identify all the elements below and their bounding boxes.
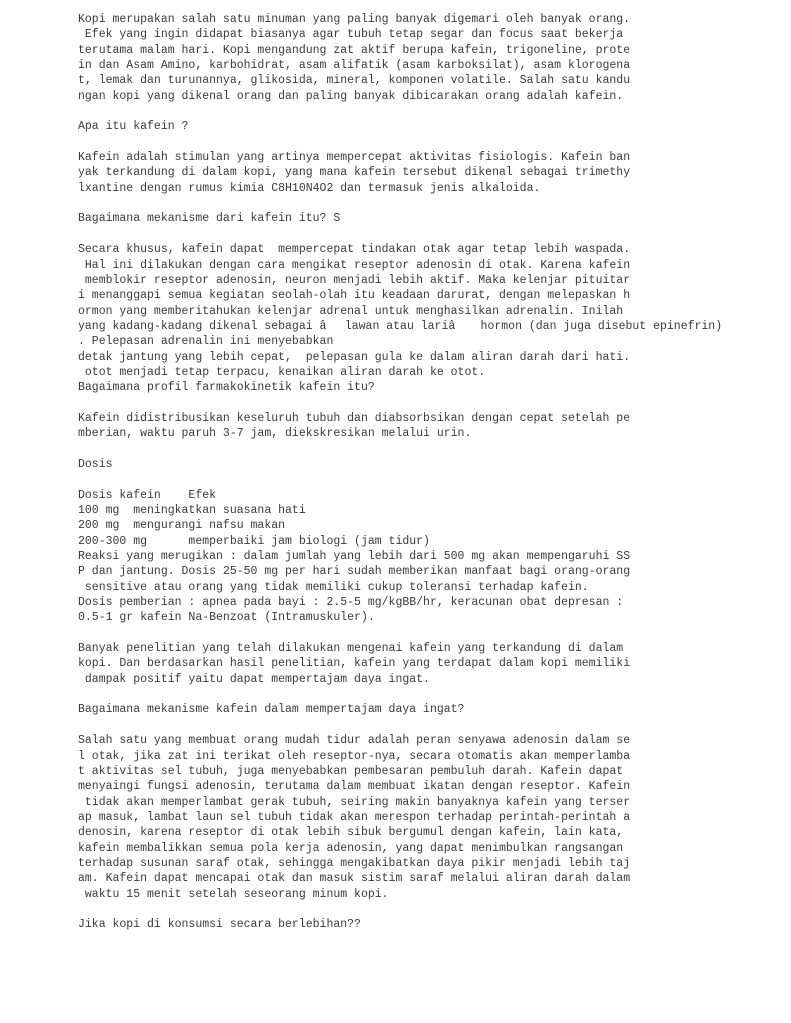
text-line: Dosis	[78, 457, 113, 471]
text-line: i menanggapi semua kegiatan seolah-olah itu keadaan darurat, dengan melepaskan h	[78, 289, 631, 303]
text-line: Kopi merupakan salah satu minuman yang paling banyak digemari oleh banyak orang.	[78, 13, 631, 26]
text-line: Dosis kafein Efek	[78, 488, 217, 502]
document-body	[78, 12, 791, 933]
blank-line	[78, 396, 791, 411]
text-line: ngan kopi yang dikenal orang dan paling banyak dibicarakan orang adalah kafein.	[78, 89, 624, 103]
blank-line	[78, 135, 791, 150]
text-line: Bagaimana profil farmakokinetik kafein itu?	[78, 381, 375, 395]
text-line: 100 mg meningkatkan suasana hati	[78, 504, 306, 517]
text-line: Jika kopi di konsumsi secara berlebihan??	[78, 918, 361, 932]
text-line: menyaingi fungsi adenosin, terutama dalam membuat ikatan dengan reseptor. Kafein	[78, 780, 631, 794]
text-line: sensitive atau orang yang tidak memiliki cukup toleransi terhadap kafein.	[78, 580, 589, 594]
blank-line	[78, 626, 791, 641]
text-line: dampak positif yaitu dapat mempertajam daya ingat.	[78, 672, 430, 686]
text-line: t, lemak dan turunannya, glikosida, mineral, komponen volatile. Salah satu kandu	[78, 74, 631, 88]
text-line: lxantine dengan rumus kimia C8H10N4O2 dan termasuk jenis alkaloida.	[78, 181, 541, 195]
text-line: ormon yang memberitahukan kelenjar adrenal untuk menghasilkan adrenalin. Inilah	[78, 304, 624, 318]
text-line: kopi. Dan berdasarkan hasil penelitian, kafein yang terdapat dalam kopi memiliki	[78, 657, 631, 671]
blank-line	[78, 104, 791, 119]
text-line: Secara khusus, kafein dapat mempercepat tindakan otak agar tetap lebih waspada.	[78, 243, 631, 257]
text-line: terutama malam hari. Kopi mengandung zat aktif berupa kafein, trigoneline, prote	[78, 43, 631, 57]
blank-line	[78, 196, 791, 211]
text-line: 200 mg mengurangi nafsu makan	[78, 519, 286, 533]
text-line: yak terkandung di dalam kopi, yang mana kafein tersebut dikenal sebagai trimethy	[78, 166, 631, 180]
text-line: 0.5-1 gr kafein Na-Benzoat (Intramuskuler).	[78, 611, 375, 625]
text-line: Kafein didistribusikan keseluruh tubuh dan diabsorbsikan dengan cepat setelah pe	[78, 411, 631, 425]
blank-line	[78, 902, 791, 917]
text-line: Kafein adalah stimulan yang artinya mempercepat aktivitas fisiologis. Kafein ban	[78, 151, 631, 165]
text-line: P dan jantung. Dosis 25-50 mg per hari sudah memberikan manfaat bagi orang-orang	[78, 565, 631, 579]
text-line: Salah satu yang membuat orang mudah tidur adalah peran senyawa adenosin dalam se	[78, 734, 631, 748]
text-line: t aktivitas sel tubuh, juga menyebabkan pembesaran pembuluh darah. Kafein dapat	[78, 764, 624, 778]
text-line: yang kadang-kadang dikenal sebagai âlawan atau lariâ hormon (dan juga disebut epinefrin)	[78, 319, 723, 333]
text-line: Apa itu kafein ?	[78, 120, 189, 134]
text-line: mberian, waktu paruh 3-7 jam, diekskresikan melalui urin.	[78, 427, 472, 441]
text-line: . Pelepasan adrenalin ini menyebabkan	[78, 335, 334, 349]
text-line: tidak akan memperlambat gerak tubuh, seiring makin banyaknya kafein yang terser	[78, 795, 631, 809]
text-line: waktu 15 menit setelah seseorang minum kopi.	[78, 887, 389, 901]
text-line: Bagaimana mekanisme kafein dalam mempertajam daya ingat?	[78, 703, 465, 717]
text-line: Efek yang ingin didapat biasanya agar tubuh tetap segar dan focus saat bekerja	[78, 28, 624, 42]
text-line: denosin, karena reseptor di otak lebih sibuk bergumul dengan kafein, lain kata,	[78, 826, 624, 840]
text-line: Reaksi yang merugikan : dalam jumlah yang lebih dari 500 mg akan mempengaruhi SS	[78, 550, 631, 564]
blank-line	[78, 472, 791, 487]
blank-line	[78, 442, 791, 457]
text-line: in dan Asam Amino, karbohidrat, asam alifatik (asam karboksilat), asam klorogena	[78, 59, 631, 73]
text-line: am. Kafein dapat mencapai otak dan masuk sistim saraf melalui aliran darah dalam	[78, 872, 631, 886]
text-line: Banyak penelitian yang telah dilakukan mengenai kafein yang terkandung di dalam	[78, 642, 624, 656]
text-line: kafein membalikkan semua pola kerja adenosin, yang dapat menimbulkan rangsangan	[78, 841, 624, 855]
blank-line	[78, 687, 791, 702]
blank-line	[78, 227, 791, 242]
text-line: terhadap susunan saraf otak, sehingga mengakibatkan daya pikir menjadi lebih taj	[78, 856, 631, 870]
text-line: 200-300 mg memperbaiki jam biologi (jam tidur)	[78, 534, 430, 548]
text-line: Bagaimana mekanisme dari kafein itu? S	[78, 212, 341, 226]
text-line: Hal ini dilakukan dengan cara mengikat reseptor adenosin di otak. Karena kafein	[78, 258, 631, 272]
text-line: detak jantung yang lebih cepat, pelepasan gula ke dalam aliran darah dari hati.	[78, 350, 631, 364]
blank-line	[78, 718, 791, 733]
text-line: memblokir reseptor adenosin, neuron menjadi lebih aktif. Maka kelenjar pituitar	[78, 273, 631, 287]
text-line: l otak, jika zat ini terikat oleh reseptor-nya, secara otomatis akan memperlamba	[78, 749, 631, 763]
text-line: otot menjadi tetap terpacu, kenaikan aliran darah ke otot.	[78, 365, 486, 379]
text-line: ap masuk, lambat laun sel tubuh tidak akan merespon terhadap perintah-perintah a	[78, 810, 631, 824]
text-line: Dosis pemberian : apnea pada bayi : 2.5-5 mg/kgBB/hr, keracunan obat depresan :	[78, 596, 624, 610]
